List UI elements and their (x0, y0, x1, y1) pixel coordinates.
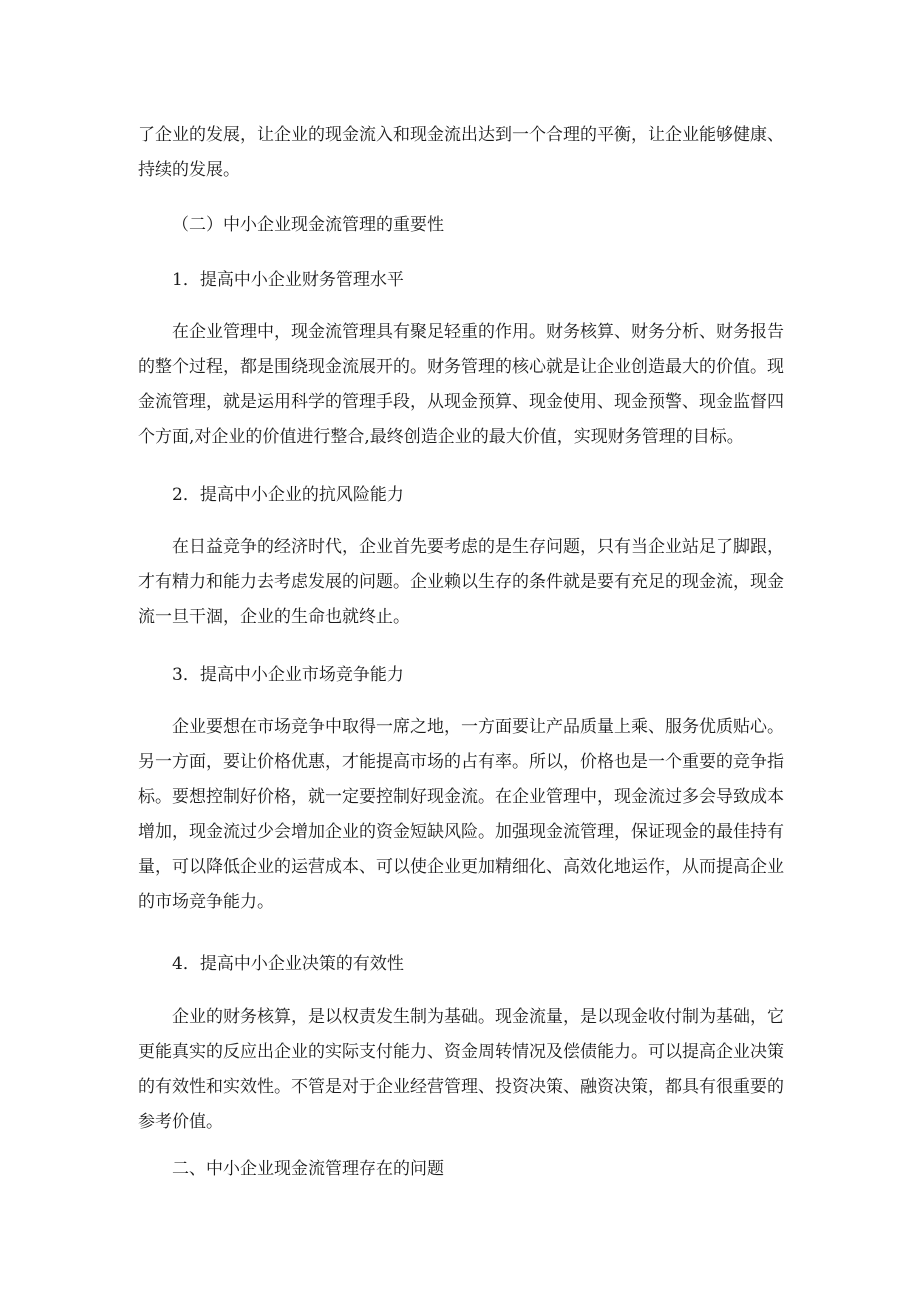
item3-heading (138, 658, 788, 693)
section-importance-heading (138, 208, 788, 243)
item4-body-paragraph (138, 1000, 788, 1140)
item3-body-paragraph (138, 710, 788, 920)
item2-body-text: 在日益竞争的经济时代，企业首先要考虑的是生存问题，只有当企业站足了脚跟，才有精力和能力去考虑发展的问题。企业赖以生存的条件就是要有充足的现金流，现金流一旦干涸，企业的生命也就终止。 (138, 537, 784, 627)
item2-body-paragraph (138, 530, 788, 635)
item2-heading-text: 2．提高中小企业的抗风险能力 (172, 485, 404, 505)
item1-heading (138, 263, 788, 298)
section-problems-heading-text: 二、中小企业现金流管理存在的问题 (172, 1159, 444, 1179)
item1-heading-text: 1．提高中小企业财务管理水平 (172, 270, 404, 290)
item4-heading-text: 4．提高中小企业决策的有效性 (172, 954, 404, 974)
intro-continuation-text: 了企业的发展，让企业的现金流入和现金流出达到一个合理的平衡，让企业能够健康、持续的发展。 (138, 125, 784, 180)
item2-heading (138, 478, 788, 513)
item3-body-text: 企业要想在市场竞争中取得一席之地，一方面要让产品质量上乘、服务优质贴心。另一方面，要让价格优惠，才能提高市场的占有率。所以，价格也是一个重要的竞争指标。要想控制好价格，就一定要控制好现金流。在企业管理中，现金流过多会导致成本增加，现金流过少会增加企业的资金短缺风险。加强现金流管理，保证现金的最佳持有量，可以降低企业的运营成本、可以使企业更加精细化、高效化地运作，从而提高企业的市场竞争能力。 (138, 717, 784, 912)
item3-heading-text: 3．提高中小企业市场竞争能力 (172, 665, 404, 685)
section-importance-heading-text: （二）中小企业现金流管理的重要性 (172, 215, 444, 235)
item1-body-text: 在企业管理中，现金流管理具有聚足轻重的作用。财务核算、财务分析、财务报告的整个过程，都是围绕现金流展开的。财务管理的核心就是让企业创造最大的价值。现金流管理，就是运用科学的管理手段，从现金预算、现金使用、现金预警、现金监督四个方面,对企业的价值进行整合,最终创造企业的最大价值，实现财务管理的目标。 (138, 322, 784, 447)
item4-body-text: 企业的财务核算，是以权责发生制为基础。现金流量，是以现金收付制为基础，它更能真实的反应出企业的实际支付能力、资金周转情况及偿债能力。可以提高企业决策的有效性和实效性。不管是对于企业经营管理、投资决策、融资决策，都具有很重要的参考价值。 (138, 1007, 784, 1132)
item1-body-paragraph (138, 315, 788, 455)
intro-continuation-paragraph (138, 118, 788, 188)
section-problems-heading (138, 1152, 788, 1187)
item4-heading (138, 947, 788, 982)
